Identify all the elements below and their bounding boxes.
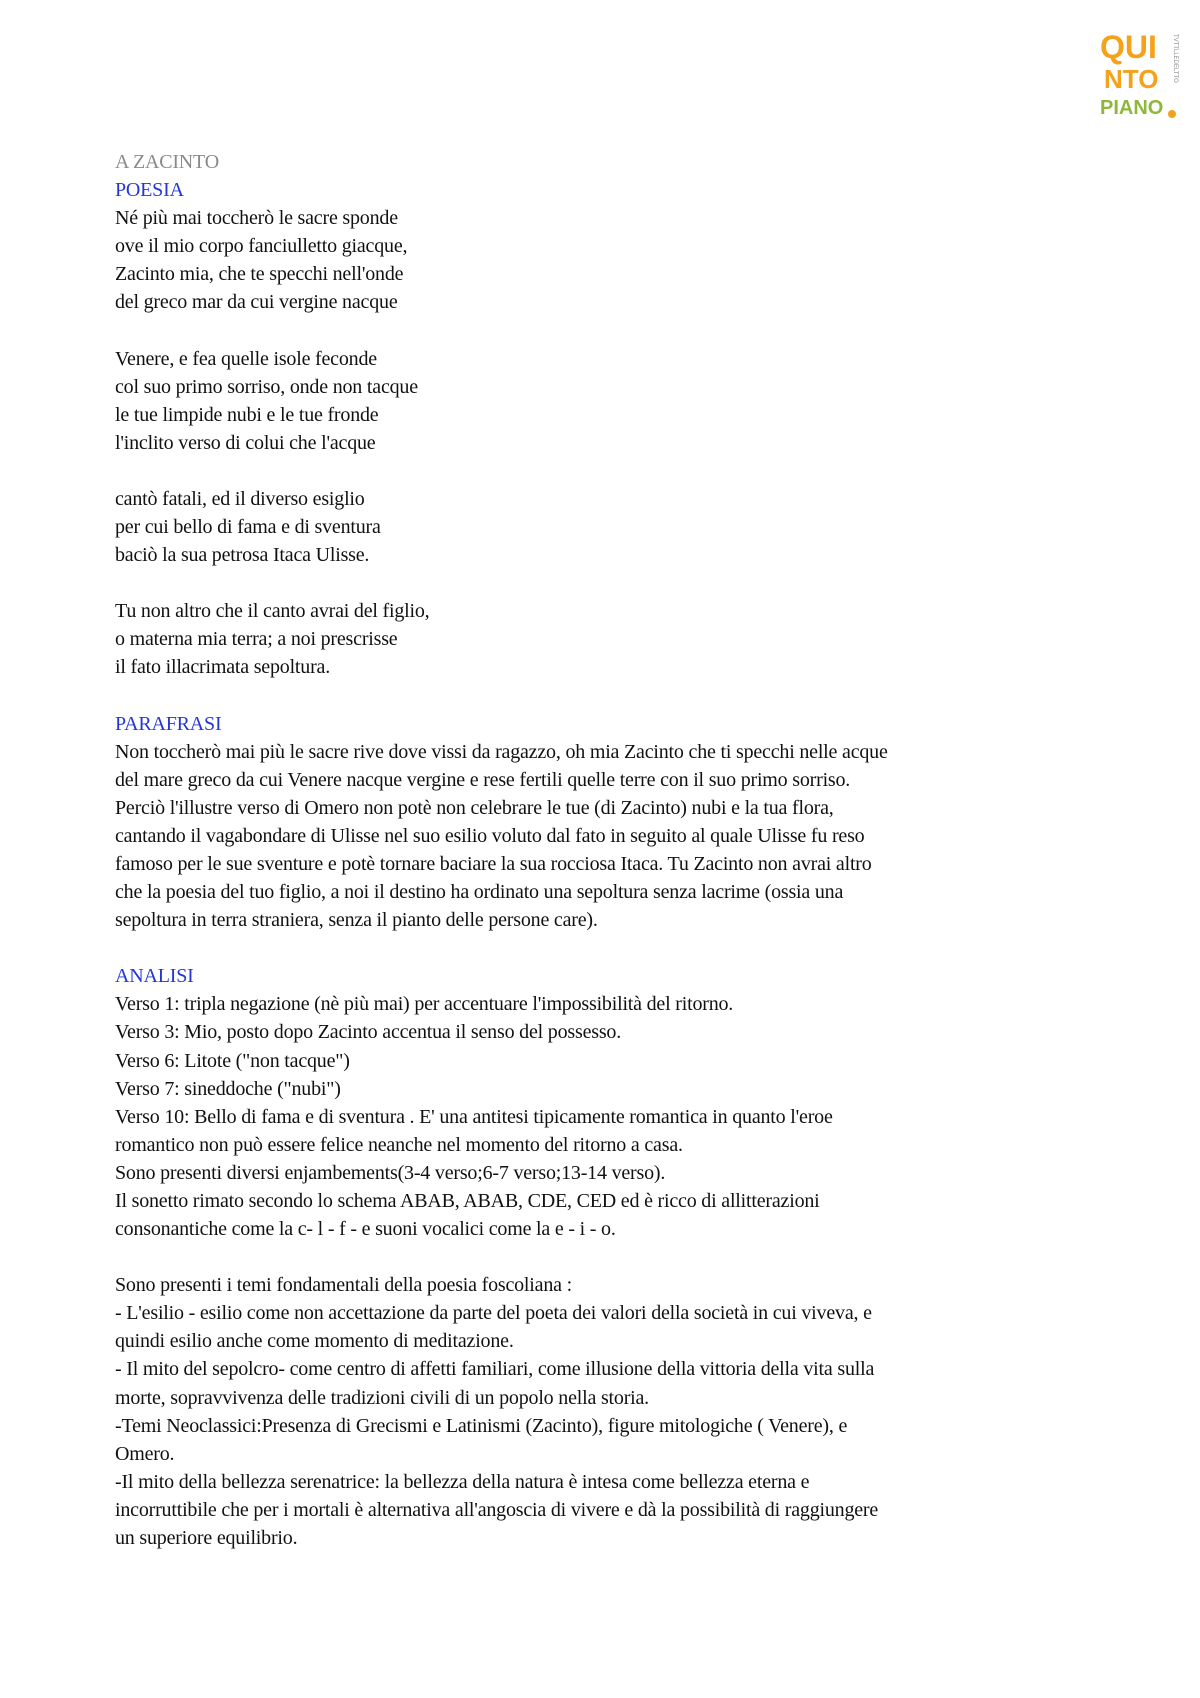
analisi-line: Verso 1: tripla negazione (nè più mai) per accentuare l'impossibilità del ritorno.	[115, 993, 734, 1016]
temi-line: - Il mito del sepolcro- come centro di affetti familiari, come illusione della vittoria della vita sulla	[115, 1358, 875, 1381]
logo-line-2: NTO	[1104, 64, 1159, 94]
analisi-line: Verso 3: Mio, posto dopo Zacinto accentua il senso del possesso.	[115, 1021, 622, 1044]
document-body	[115, 148, 1115, 1552]
analisi-line: Verso 10: Bello di fama e di sventura . E' una antitesi tipicamente romantica in quanto l'eroe	[115, 1105, 833, 1128]
analisi-line: Il sonetto rimato secondo lo schema ABAB, ABAB, CDE, CED ed è ricco di allitterazioni	[115, 1190, 820, 1212]
poem-line: Venere, e fea quelle isole feconde	[115, 347, 377, 370]
temi-text	[115, 1271, 1115, 1552]
temi-line: incorruttibile che per i mortali è alternativa all'angoscia di vivere e dà la possibilità di raggiungere	[115, 1498, 879, 1521]
poem-stanza-3	[115, 485, 1115, 569]
poem-stanza-2	[115, 345, 1115, 457]
analisi-line: romantico non può essere felice neanche nel momento del ritorno a casa.	[115, 1133, 683, 1156]
analisi-line: Verso 7: sineddoche ("nubi")	[115, 1077, 341, 1100]
poem-line: le tue limpide nubi e le tue fronde	[115, 403, 379, 426]
analisi-text	[115, 990, 1115, 1243]
parafrasi-line: che la poesia del tuo figlio, a noi il destino ha ordinato una sepoltura senza lacrime (ossia una	[115, 881, 844, 904]
poem-line: Tu non altro che il canto avrai del figlio,	[115, 600, 430, 623]
poem-line: col suo primo sorriso, onde non tacque	[115, 375, 418, 398]
parafrasi-line: cantando il vagabondare di Ulisse nel suo esilio voluto dal fato in seguito al quale Ulisse fu reso	[115, 824, 865, 847]
temi-line: Omero.	[115, 1442, 175, 1465]
poem-line: Zacinto mia, che te specchi nell'onde	[115, 263, 404, 286]
temi-line: un superiore equilibrio.	[115, 1527, 298, 1550]
poem-line: l'inclito verso di colui che l'acque	[115, 431, 376, 454]
parafrasi-line: Non toccherò mai più le sacre rive dove vissi da ragazzo, oh mia Zacinto che ti specchi nelle acque	[115, 740, 888, 763]
parafrasi-line: Perciò l'illustre verso di Omero non potè non celebrare le tue (di Zacinto) nubi e la tua flora,	[115, 796, 834, 819]
temi-line: Sono presenti i temi fondamentali della poesia foscoliana :	[115, 1274, 572, 1297]
analisi-line: Sono presenti diversi enjambements(3-4 verso;6-7 verso;13-14 verso).	[115, 1161, 666, 1184]
poem-line: il fato illacrimata sepoltura.	[115, 656, 331, 679]
parafrasi-line: sepoltura in terra straniera, senza il pianto delle persone care).	[115, 909, 598, 932]
poesia-heading: POESIA	[115, 179, 184, 202]
poem-line: per cui bello di fama e di sventura	[115, 516, 381, 539]
site-logo	[1098, 22, 1180, 132]
temi-line: morte, sopravvivenza delle tradizioni civili di un popolo nella storia.	[115, 1386, 649, 1409]
analisi-line: Verso 6: Litote ("non tacque")	[115, 1049, 350, 1072]
poem-line: baciò la sua petrosa Itaca Ulisse.	[115, 544, 370, 567]
logo-graphic	[1098, 22, 1180, 132]
logo-line-1: QUI	[1100, 29, 1157, 65]
temi-line: -Temi Neoclassici:Presenza di Grecismi e Latinismi (Zacinto), figure mitologiche ( Venere), e	[115, 1414, 848, 1437]
poem	[115, 204, 1115, 681]
temi-line: - L'esilio - esilio come non accettazione da parte del poeta dei valori della società in cui viveva, e	[115, 1302, 872, 1325]
analisi-heading: ANALISI	[115, 965, 194, 988]
parafrasi-line: famoso per le sue sventure e potè tornare baciare la sua rocciosa Itaca. Tu Zacinto non avrai altro	[115, 852, 872, 875]
parafrasi-line: del mare greco da cui Venere nacque vergine e rese fertili quelle terre con il suo primo sorriso.	[115, 768, 851, 791]
poem-stanza-1	[115, 204, 1115, 316]
poem-line: cantò fatali, ed il diverso esiglio	[115, 487, 365, 510]
poem-line: ove il mio corpo fanciulletto giacque,	[115, 235, 408, 258]
parafrasi-heading: PARAFRASI	[115, 712, 222, 735]
temi-line: -Il mito della bellezza serenatrice: la bellezza della natura è intesa come bellezza eterna e	[115, 1470, 810, 1493]
document-title: A ZACINTO	[115, 151, 219, 173]
poem-stanza-4	[115, 597, 1115, 681]
logo-dot	[1168, 110, 1176, 118]
poem-line: o materna mia terra; a noi prescrisse	[115, 628, 398, 651]
poem-line: Né più mai toccherò le sacre sponde	[115, 207, 398, 230]
logo-line-3: PIANO	[1100, 97, 1164, 119]
temi-line: quindi esilio anche come momento di meditazione.	[115, 1330, 514, 1353]
parafrasi-text	[115, 738, 1115, 935]
logo-side-text: TVTTLLEDELTTO	[1172, 34, 1178, 83]
analisi-line: consonantiche come la c- l - f - e suoni vocalici come la e - i - o.	[115, 1218, 616, 1241]
poem-line: del greco mar da cui vergine nacque	[115, 291, 398, 314]
